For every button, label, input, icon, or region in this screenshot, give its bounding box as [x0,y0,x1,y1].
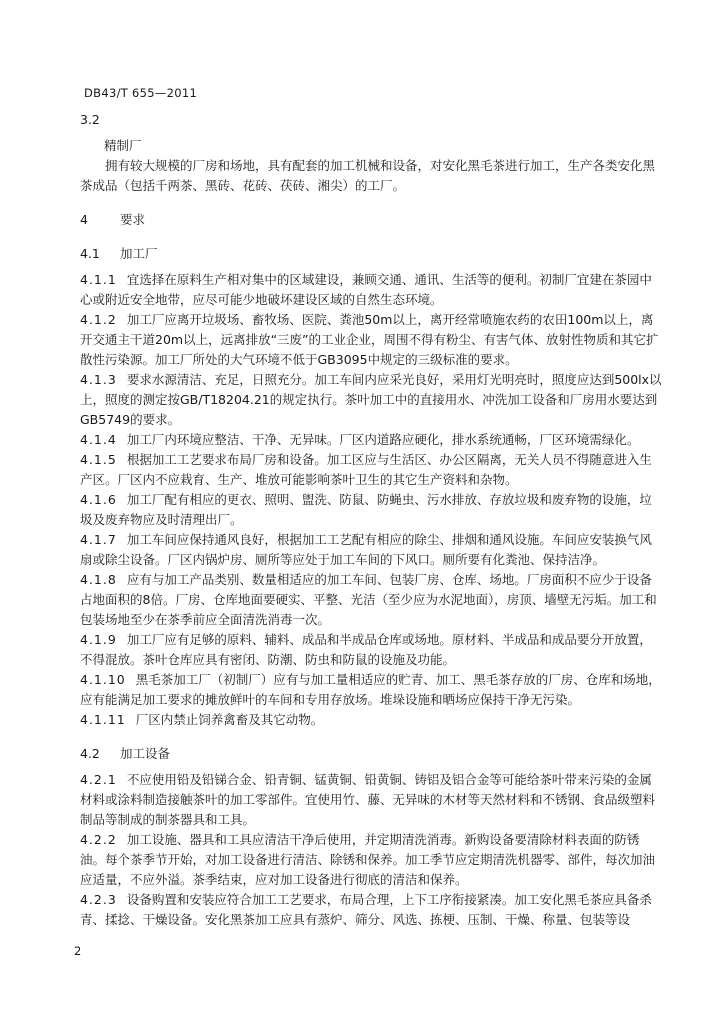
clause-paragraph [80,830,662,890]
clause-item-number: 4.1.2 [80,312,117,327]
subsection-title: 加工厂 [120,246,158,261]
clause-paragraph [80,430,662,450]
clause-paragraph [80,270,662,310]
clause-item-text: 厂区内禁止饲养禽畜及其它动物。 [135,712,324,727]
clause-paragraph [80,770,662,830]
clause-item-number: 4.1.10 [80,672,126,687]
clause-paragraph [80,570,662,630]
section-number: 4 [80,212,88,227]
clause-item-number: 4.1.9 [80,632,117,647]
spacer [80,196,662,210]
clause-paragraph [80,310,662,370]
clause-item-text: 宜选择在原料生产相对集中的区域建设，兼顾交通、通讯、生活等的便利。初制厂宜建在茶园中心或附近安全地带，应尽可能少地破坏建设区域的自然生态环境。 [80,272,652,307]
clause-paragraph [80,450,662,490]
clause-item-text: 根据加工工艺要求布局厂房和设备。加工区应与生活区、办公区隔离，无关人员不得随意进入生产区。厂区内不应栽育、生产、堆放可能影响茶叶卫生的其它生产资料和杂物。 [80,452,652,487]
clause-item-text: 黑毛茶加工厂（初制厂）应有与加工量相适应的贮青、加工、黑毛茶存放的厂房、仓库和场地，应有能满足加工要求的摊放鲜叶的车间和专用存放场。堆垛设施和晒场应保持干净无污染。 [80,672,661,707]
clause-item-number: 4.1.3 [80,372,117,387]
clause-item-text: 加工设施、器具和工具应清洁干净后使用，并定期清洗消毒。新购设备要清除材料表面的防锈油。每个茶季节开始，对加工设备进行清洁、除锈和保养。加工季节应定期清洗机器零、部件，每次加油应适量，不应外溢。茶季结束，应对加工设备进行彻底的清洁和保养。 [80,832,656,887]
section-heading [80,210,662,230]
spacer [80,230,662,244]
clause-item-text: 设备购置和安装应符合加工工艺要求，布局合理，上下工序衔接紧凑。加工安化黑毛茶应具备杀青、揉捻、干燥设备。安化黑茶加工应具有蒸炉、筛分、风选、拣梗、压制、干燥、称量、包装等设 [80,892,652,927]
clause-paragraph [80,710,662,730]
clause-term [80,136,662,156]
subsection-number: 4.2 [80,746,100,761]
clause-term-text: 精制厂 [104,138,142,153]
clause-item-text: 加工厂配有相应的更衣、照明、盥洗、防鼠、防蝇虫、污水排放、存放垃圾和废弃物的设施，垃圾及废弃物应及时清理出厂。 [80,492,652,527]
clause-item-number: 4.2.1 [80,772,117,787]
clause-definition: 拥有较大规模的厂房和场地，具有配套的加工机械和设备，对安化黑毛茶进行加工，生产各类安化黑茶成品（包括千两茶、黑砖、花砖、茯砖、湘尖）的工厂。 [80,158,656,193]
clause-item-number: 4.1.5 [80,452,117,467]
clause-paragraph [80,490,662,530]
clause-item-text: 加工厂内环境应整洁、干净、无异味。厂区内道路应硬化，排水系统通畅，厂区环境需绿化。 [126,432,640,447]
clause-number: 3.2 [80,112,100,127]
clause-paragraph [80,630,662,670]
clause-item-number: 4.1.6 [80,492,117,507]
subsection-heading [80,244,662,264]
clause-item-text: 不应使用铅及铅锑合金、铅青铜、锰黄铜、铅黄铜、铸铝及铝合金等可能给茶叶带来污染的金属材料或涂料制造接触茶叶的加工零部件。宜使用竹、藤、无异味的木材等天然材料和不锈钢、食品级塑料制品等制成的制茶器具和工具。 [80,772,656,827]
subsection-heading [80,744,662,764]
clause-item-text: 加工厂应离开垃圾场、畜牧场、医院、粪池50m以上，离开经常喷施农药的农田100m以上，离开交通主干道20m以上，远离排放“三废”的工业企业，周围不得有粉尘、有害气体、放射性物质和其它扩散性污染源。加工厂所处的大气环境不低于GB3095中规定的三级标准的要求。 [80,312,659,367]
clause-item-number: 4.1.8 [80,572,117,587]
doc-code-header: DB43/T 655—2011 [84,86,198,100]
clause-item-number: 4.2.3 [80,892,117,907]
clause-item-text: 要求水源清洁、充足，日照充分。加工车间内应采光良好，采用灯光明亮时，照度应达到500lx以上，照度的测定按GB/T18204.21的规定执行。茶叶加工中的直接用水、冲洗加工设备和厂房用水要达到GB5749的要求。 [80,372,662,427]
spacer [80,730,662,744]
clause-list-4-1 [80,270,662,730]
clause-item-number: 4.1.7 [80,532,117,547]
subsection-title: 加工设备 [120,746,171,761]
clause-paragraph [80,890,662,930]
clause-item-number: 4.2.2 [80,832,117,847]
page-number: 2 [74,944,82,958]
clause-item-text: 加工车间应保持通风良好，根据加工工艺配有相应的除尘、排烟和通风设施。车间应安装换气风扇或除尘设备。厂区内锅炉房、厕所等应处于加工车间的下风口。厕所要有化粪池、保持洁净。 [80,532,652,567]
clause-item-number: 4.1.11 [80,712,126,727]
clause-item-number: 4.1.4 [80,432,117,447]
section-title: 要求 [120,212,146,227]
clause-item-text: 加工厂应有足够的原料、辅料、成品和半成品仓库或场地。原材料、半成品和成品要分开放置，不得混放。茶叶仓库应具有密闭、防潮、防虫和防鼠的设施及功能。 [80,632,652,667]
clause-paragraph [80,670,662,710]
clause-item-number: 4.1.1 [80,272,117,287]
clause-item-text: 应有与加工产品类别、数量相适应的加工车间、包装厂房、仓库、场地。厂房面积不应少于设备占地面积的8倍。厂房、仓库地面要硬实、平整、光洁（至少应为水泥地面），房顶、墙壁无污垢。加工和包装场地至少在茶季前应全面清洗消毒一次。 [80,572,657,627]
page-content [80,110,662,930]
subsection-number: 4.1 [80,246,100,261]
clause-list-4-2 [80,770,662,930]
clause-paragraph [80,370,662,430]
clause-paragraph [80,530,662,570]
